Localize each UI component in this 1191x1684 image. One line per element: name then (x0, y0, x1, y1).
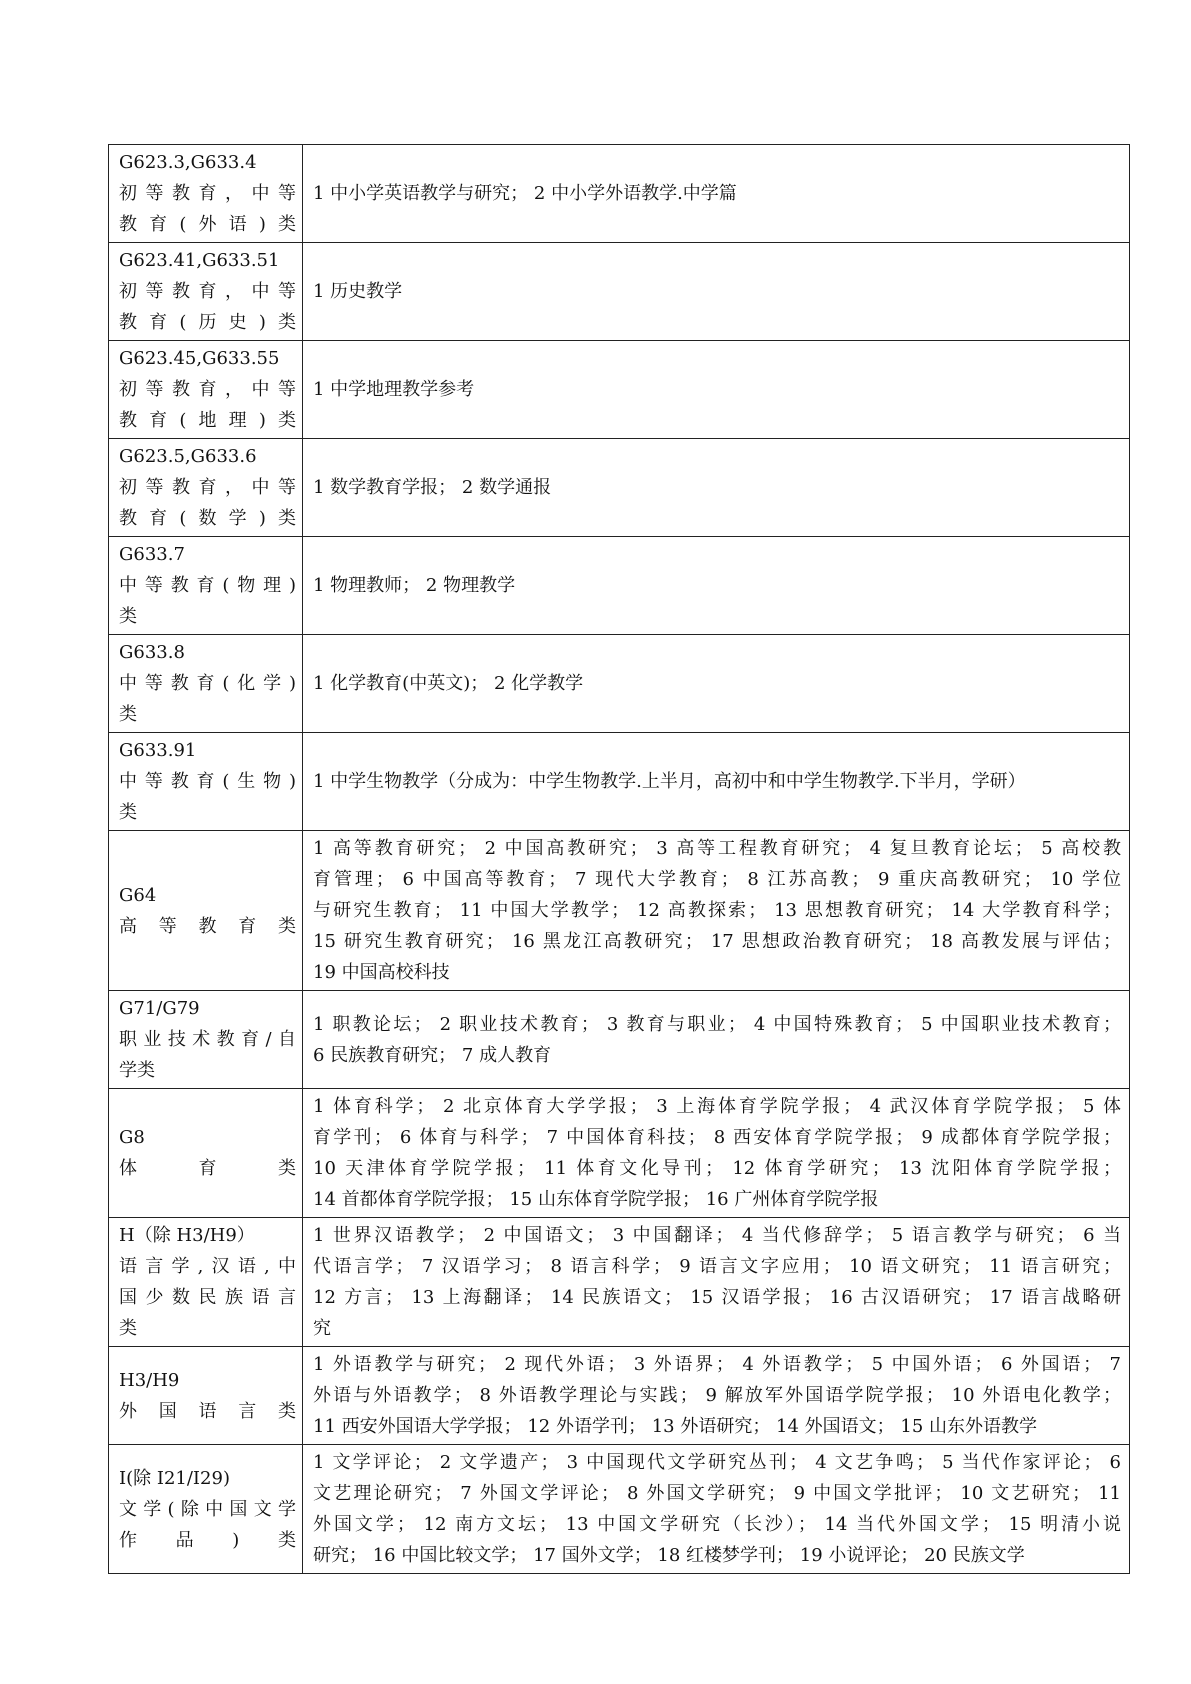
table-row (109, 243, 1130, 341)
table-row (109, 439, 1130, 537)
journal-list-line: 10 天津体育学院学报； 11 体育文化导刊； 12 体育学研究； 13 沈阳体育学院学报； (313, 1158, 1121, 1179)
category-name: 高等教育类 (119, 915, 296, 937)
journal-list-line: 育管理； 6 中国高等教育； 7 现代大学教育； 8 江苏高教； 9 重庆高教研究； 10 学位 (313, 869, 1121, 890)
category-code: G633.91 (119, 740, 197, 761)
journal-list-line: 19 中国高校科技 (313, 962, 450, 983)
table-row (109, 635, 1130, 733)
category-name: 体育类 (119, 1158, 296, 1179)
journal-list-line: 外语与外语教学； 8 外语教学理论与实践； 9 解放军外国语学院学报； 10 外语电化教学； (313, 1385, 1121, 1406)
category-name: 文学(除中国文学 (119, 1498, 296, 1520)
category-code: G623.5,G633.6 (119, 446, 257, 467)
category-name: 教育(数学)类 (119, 508, 296, 529)
category-name: 类 (119, 606, 137, 627)
journal-list-cell (303, 145, 1130, 243)
journal-list-line: 1 数学教育学报； 2 数学通报 (313, 477, 552, 498)
category-cell (109, 145, 303, 243)
category-name: 作品)类 (119, 1529, 296, 1551)
journal-list-line: 育学刊； 6 体育与科学； 7 中国体育科技； 8 西安体育学院学报； 9 成都体育学院学报； (313, 1127, 1121, 1148)
category-cell (109, 1089, 303, 1218)
category-name: 教育(历史)类 (119, 312, 296, 333)
category-name: 初等教育，中等 (119, 281, 296, 302)
category-code: G633.7 (119, 544, 185, 565)
category-name: 类 (119, 1318, 137, 1339)
journal-list-cell (303, 537, 1130, 635)
category-code: G64 (119, 884, 157, 906)
journal-list-cell (303, 1089, 1130, 1218)
category-cell (109, 341, 303, 439)
journal-list-line: 1 物理教师； 2 物理教学 (313, 575, 516, 596)
category-cell (109, 1347, 303, 1445)
journal-list-line: 研究； 16 中国比较文学； 17 国外文学； 18 红楼梦学刊； 19 小说评论； 20 民族文学 (313, 1545, 1025, 1566)
category-code: G623.3,G633.4 (119, 152, 257, 173)
journal-list-line: 文艺理论研究； 7 外国文学评论； 8 外国文学研究； 9 中国文学批评； 10 文艺研究； 11 (313, 1483, 1121, 1504)
journal-list-line: 11 西安外国语大学学报； 12 外语学刊； 13 外语研究； 14 外国语文； 15 山东外语教学 (313, 1416, 1038, 1437)
table-row (109, 733, 1130, 831)
journal-list-line: 外国文学； 12 南方文坛； 13 中国文学研究（长沙）； 14 当代外国文学； 15 明清小说 (313, 1514, 1121, 1535)
journal-list-line: 1 化学教育(中英文)； 2 化学教学 (313, 673, 584, 694)
journal-list-cell (303, 831, 1130, 991)
table-row (109, 831, 1130, 991)
category-name: 外国语言类 (119, 1400, 296, 1422)
category-name: 类 (119, 704, 137, 725)
journal-list-line: 代语言学； 7 汉语学习； 8 语言科学； 9 语言文字应用； 10 语文研究； 11 语言研究； (313, 1256, 1121, 1277)
journal-list-line: 6 民族教育研究； 7 成人教育 (313, 1044, 552, 1066)
table-row (109, 1347, 1130, 1445)
journal-catalog-table (108, 144, 1130, 1574)
category-cell (109, 991, 303, 1089)
journal-list-line: 1 历史教学 (313, 281, 403, 302)
category-cell (109, 537, 303, 635)
journal-list-cell (303, 243, 1130, 341)
journal-list-cell (303, 439, 1130, 537)
category-name: 职业技术教育/自 (119, 1029, 296, 1050)
category-code: I(除 I21/I29) (119, 1467, 230, 1489)
category-code: G623.45,G633.55 (119, 348, 280, 369)
table-row (109, 991, 1130, 1089)
category-name: 中等教育(化学) (119, 673, 296, 694)
journal-list-cell (303, 341, 1130, 439)
category-cell (109, 1445, 303, 1574)
category-cell (109, 635, 303, 733)
journal-list-line: 1 世界汉语教学； 2 中国语文； 3 中国翻译； 4 当代修辞学； 5 语言教学与研究； 6 当 (313, 1225, 1121, 1246)
journal-list-cell (303, 1218, 1130, 1347)
category-name: 初等教育，中等 (119, 183, 296, 204)
journal-list-line: 与研究生教育； 11 中国大学教学； 12 高教探索； 13 思想教育研究； 14 大学教育科学； (313, 900, 1121, 921)
journal-list-line: 1 中学生物教学（分成为：中学生物教学.上半月，高初中和中学生物教学.下半月，学研） (313, 771, 1026, 792)
journal-list-line: 12 方言； 13 上海翻译； 14 民族语文； 15 汉语学报； 16 古汉语研究； 17 语言战略研 (313, 1287, 1121, 1308)
journal-list-cell (303, 733, 1130, 831)
journal-list-line: 1 中小学英语教学与研究； 2 中小学外语教学.中学篇 (313, 183, 737, 204)
journal-list-line: 15 研究生教育研究； 16 黑龙江高教研究； 17 思想政治教育研究； 18 高教发展与评估； (313, 931, 1121, 952)
table-row (109, 341, 1130, 439)
category-name: 语言学,汉语,中 (119, 1256, 296, 1277)
journal-list-line: 1 文学评论； 2 文学遗产； 3 中国现代文学研究丛刊； 4 文艺争鸣； 5 当代作家评论； 6 (313, 1452, 1121, 1473)
category-cell (109, 1218, 303, 1347)
category-name: 学类 (119, 1060, 155, 1081)
journal-list-line: 1 高等教育研究； 2 中国高教研究； 3 高等工程教育研究； 4 复旦教育论坛； 5 高校教 (313, 838, 1121, 859)
category-name: 初等教育，中等 (119, 477, 296, 498)
journal-list-cell (303, 1347, 1130, 1445)
table-row (109, 1089, 1130, 1218)
category-name: 教育(外语)类 (119, 214, 296, 235)
category-code: H（除 H3/H9） (119, 1225, 255, 1246)
table-row (109, 1445, 1130, 1574)
journal-list-line: 14 首都体育学院学报； 15 山东体育学院学报； 16 广州体育学院学报 (313, 1189, 879, 1210)
journal-list-line: 1 外语教学与研究； 2 现代外语； 3 外语界； 4 外语教学； 5 中国外语； 6 外国语； 7 (313, 1354, 1121, 1375)
journal-list-cell (303, 1445, 1130, 1574)
category-name: 初等教育，中等 (119, 379, 296, 400)
journal-list-line: 1 体育科学； 2 北京体育大学学报； 3 上海体育学院学报； 4 武汉体育学院学报； 5 体 (313, 1096, 1121, 1117)
journal-list-cell (303, 991, 1130, 1089)
category-code: G633.8 (119, 642, 185, 663)
category-code: G71/G79 (119, 998, 200, 1019)
category-code: H3/H9 (119, 1369, 180, 1391)
category-name: 中等教育(生物) (119, 771, 296, 792)
category-name: 国少数民族语言 (119, 1287, 296, 1308)
category-code: G8 (119, 1127, 145, 1148)
journal-list-line: 1 职教论坛； 2 职业技术教育； 3 教育与职业； 4 中国特殊教育； 5 中国职业技术教育； (313, 1013, 1121, 1035)
journal-list-line: 1 中学地理教学参考 (313, 379, 475, 400)
category-cell (109, 831, 303, 991)
category-cell (109, 439, 303, 537)
category-cell (109, 243, 303, 341)
table-row (109, 537, 1130, 635)
journal-list-cell (303, 635, 1130, 733)
table-row (109, 1218, 1130, 1347)
category-name: 类 (119, 802, 137, 823)
category-code: G623.41,G633.51 (119, 250, 280, 271)
category-name: 中等教育(物理) (119, 575, 296, 596)
journal-list-line: 究 (313, 1318, 331, 1339)
category-cell (109, 733, 303, 831)
category-name: 教育(地理)类 (119, 410, 296, 431)
table-row (109, 145, 1130, 243)
